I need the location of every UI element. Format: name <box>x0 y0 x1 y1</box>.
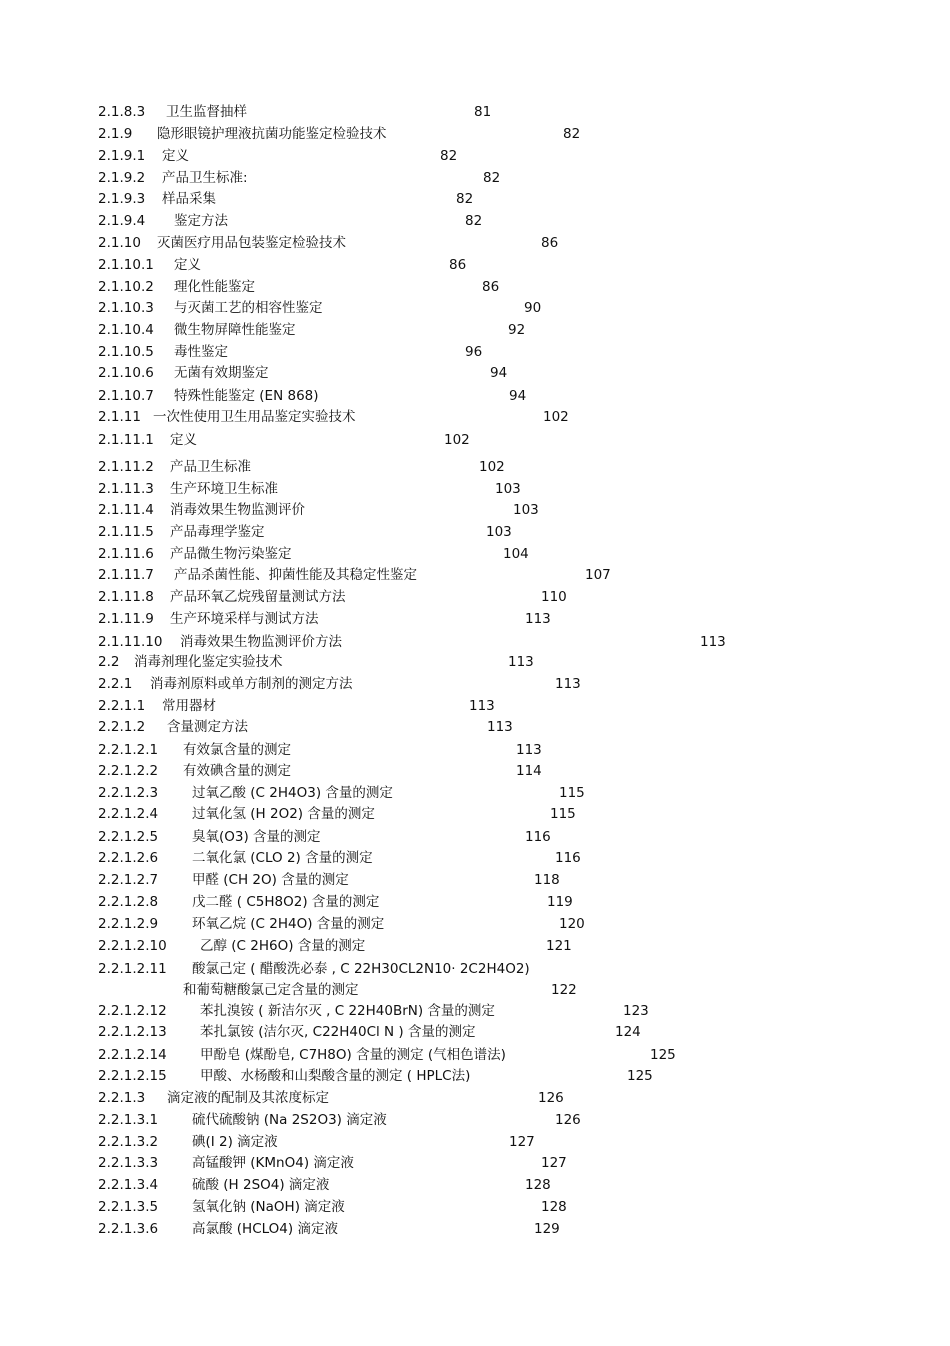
page-number: 94 <box>490 365 508 381</box>
toc-entry <box>0 958 950 980</box>
page-number: 119 <box>547 894 573 910</box>
toc-entry <box>0 167 950 189</box>
section-number: 2.2.1.2.5 <box>98 829 159 845</box>
page-number: 115 <box>559 785 585 801</box>
page-number: 92 <box>508 322 526 338</box>
toc-entry <box>0 1196 950 1218</box>
section-number: 2.1.10.7 <box>98 388 154 404</box>
page-number: 113 <box>508 654 534 670</box>
toc-entry <box>0 1044 950 1066</box>
section-title: 无菌有效期鉴定 <box>174 365 269 381</box>
page-number: 102 <box>543 409 569 425</box>
section-number: 2.1.11.8 <box>98 589 154 605</box>
section-title: 消毒剂原料或单方制剂的测定方法 <box>150 676 353 692</box>
page-number: 103 <box>513 502 539 518</box>
section-title: 产品卫生标准 <box>170 459 251 475</box>
section-number: 2.2.1.2.14 <box>98 1047 167 1063</box>
section-number: 2.1.11.2 <box>98 459 154 475</box>
page-number: 128 <box>541 1199 567 1215</box>
toc-entry <box>0 586 950 608</box>
page-number: 116 <box>525 829 551 845</box>
toc-entry <box>0 319 950 341</box>
section-title: 乙醇 (C 2H6O) 含量的测定 <box>200 938 366 954</box>
toc-entry <box>0 101 950 123</box>
section-number: 2.2.1 <box>98 676 133 692</box>
toc-entry <box>0 276 950 298</box>
toc-entry <box>0 935 950 957</box>
page-number: 102 <box>444 432 470 448</box>
page-number: 104 <box>503 546 529 562</box>
section-title: 产品毒理学鉴定 <box>170 524 265 540</box>
section-number: 2.2.1.2.12 <box>98 1003 167 1019</box>
page-number: 107 <box>585 567 611 583</box>
section-number: 2.1.10.1 <box>98 257 154 273</box>
section-title: 与灭菌工艺的相容性鉴定 <box>174 300 323 316</box>
toc-entry <box>0 695 950 717</box>
page-number: 113 <box>555 676 581 692</box>
section-title: 样品采集 <box>162 191 216 207</box>
toc-entry <box>0 869 950 891</box>
section-title: 过氧化氢 (H 2O2) 含量的测定 <box>192 806 375 822</box>
section-title: 消毒效果生物监测评价方法 <box>180 634 342 650</box>
section-number: 2.1.11.5 <box>98 524 154 540</box>
toc-entry <box>0 385 950 407</box>
section-title: 产品微生物污染鉴定 <box>170 546 292 562</box>
page-number: 129 <box>534 1221 560 1237</box>
page-number: 125 <box>627 1068 653 1084</box>
toc-entry <box>0 979 950 1001</box>
section-number: 2.1.10.4 <box>98 322 154 338</box>
page-number: 113 <box>700 634 726 650</box>
page-number: 124 <box>615 1024 641 1040</box>
page-number: 94 <box>509 388 527 404</box>
page-number: 113 <box>516 742 542 758</box>
section-number: 2.2.1.2.15 <box>98 1068 167 1084</box>
page-number: 118 <box>534 872 560 888</box>
section-number: 2.1.11.7 <box>98 567 154 583</box>
page-number: 82 <box>440 148 458 164</box>
page-number: 103 <box>486 524 512 540</box>
toc-entry <box>0 631 950 653</box>
section-number: 2.2.1.3.1 <box>98 1112 159 1128</box>
page-number: 96 <box>465 344 483 360</box>
toc-entry <box>0 1065 950 1087</box>
section-title: 高氯酸 (HCLO4) 滴定液 <box>192 1221 338 1237</box>
page-number: 82 <box>483 170 501 186</box>
toc-entry <box>0 297 950 319</box>
page-number: 110 <box>541 589 567 605</box>
section-title: 滴定液的配制及其浓度标定 <box>167 1090 329 1106</box>
toc-entry <box>0 1152 950 1174</box>
section-number: 2.1.9.4 <box>98 213 146 229</box>
section-number: 2.2.1.2.8 <box>98 894 159 910</box>
toc-entry <box>0 847 950 869</box>
toc-entry <box>0 232 950 254</box>
section-number: 2.2.1.2.7 <box>98 872 159 888</box>
section-number: 2.1.11.10 <box>98 634 163 650</box>
section-number: 2.2.1.2 <box>98 719 146 735</box>
section-number: 2.2.1.2.10 <box>98 938 167 954</box>
toc-entry <box>0 341 950 363</box>
section-title: 有效碘含量的测定 <box>183 763 291 779</box>
section-number: 2.2.1.3.4 <box>98 1177 159 1193</box>
toc-entry <box>0 1087 950 1109</box>
toc-entry <box>0 1109 950 1131</box>
section-number: 2.1.11.6 <box>98 546 154 562</box>
page-number: 102 <box>479 459 505 475</box>
section-number: 2.2.1.3.5 <box>98 1199 159 1215</box>
toc-entry <box>0 1174 950 1196</box>
section-title: 定义 <box>170 432 197 448</box>
section-title: 氢氧化钠 (NaOH) 滴定液 <box>192 1199 345 1215</box>
page-number: 125 <box>650 1047 676 1063</box>
page-number: 82 <box>456 191 474 207</box>
toc-entry <box>0 145 950 167</box>
section-number: 2.1.9.1 <box>98 148 146 164</box>
section-title: 硫代硫酸钠 (Na 2S2O3) 滴定液 <box>192 1112 387 1128</box>
section-number: 2.2.1.2.2 <box>98 763 159 779</box>
section-title: 苯扎溴铵 ( 新洁尔灭 , C 22H40BrN) 含量的测定 <box>200 1003 495 1019</box>
page-number: 103 <box>495 481 521 497</box>
toc-entry <box>0 478 950 500</box>
section-title: 甲醛 (CH 2O) 含量的测定 <box>192 872 349 888</box>
toc-entry <box>0 210 950 232</box>
toc-entry <box>0 739 950 761</box>
toc-entry <box>0 362 950 384</box>
page-number: 127 <box>541 1155 567 1171</box>
toc-entry <box>0 1131 950 1153</box>
section-title: 生产环境采样与测试方法 <box>170 611 319 627</box>
section-title: 灭菌医疗用品包装鉴定检验技术 <box>157 235 346 251</box>
section-number: 2.1.8.3 <box>98 104 146 120</box>
section-number: 2.2.1.2.9 <box>98 916 159 932</box>
toc-entry <box>0 760 950 782</box>
section-title: 苯扎氯铵 (洁尔灭, C22H40Cl N ) 含量的测定 <box>200 1024 476 1040</box>
page-number: 81 <box>474 104 492 120</box>
section-title: 常用器材 <box>162 698 216 714</box>
page-number: 86 <box>541 235 559 251</box>
toc-entry <box>0 456 950 478</box>
section-title: 酸氯己定 ( 醋酸洗必泰 , C 22H30CL2N10· 2C2H4O2) <box>192 961 530 977</box>
section-title: 有效氯含量的测定 <box>183 742 291 758</box>
section-title: 毒性鉴定 <box>174 344 228 360</box>
section-number: 2.1.10.2 <box>98 279 154 295</box>
section-number: 2.2.1.3.3 <box>98 1155 159 1171</box>
page-number: 82 <box>465 213 483 229</box>
toc-entry <box>0 651 950 673</box>
toc-entry <box>0 826 950 848</box>
page-number: 127 <box>509 1134 535 1150</box>
section-title: 高锰酸钾 (KMnO4) 滴定液 <box>192 1155 354 1171</box>
section-number: 2.1.11.9 <box>98 611 154 627</box>
section-number: 2.2.1.2.11 <box>98 961 167 977</box>
section-number: 2.1.10.3 <box>98 300 154 316</box>
section-number: 2.2.1.3.2 <box>98 1134 159 1150</box>
toc-entry <box>0 891 950 913</box>
toc-entry <box>0 1218 950 1240</box>
page-number: 126 <box>555 1112 581 1128</box>
section-title: 戊二醛 ( C5H8O2) 含量的测定 <box>192 894 380 910</box>
toc-entry <box>0 716 950 738</box>
section-number: 2.2.1.2.3 <box>98 785 159 801</box>
toc-entry <box>0 521 950 543</box>
page-number: 115 <box>550 806 576 822</box>
toc-entry <box>0 499 950 521</box>
section-title: 产品卫生标准: <box>162 170 248 186</box>
section-number: 2.1.9 <box>98 126 133 142</box>
toc-entry <box>0 673 950 695</box>
section-number: 2.1.9.2 <box>98 170 146 186</box>
toc-entry <box>0 543 950 565</box>
page-number: 86 <box>482 279 500 295</box>
section-title: 卫生监督抽样 <box>166 104 247 120</box>
section-title: 碘(I 2) 滴定液 <box>192 1134 278 1150</box>
toc-entry <box>0 188 950 210</box>
page-number: 86 <box>449 257 467 273</box>
toc-entry <box>0 564 950 586</box>
page-number: 113 <box>525 611 551 627</box>
section-title: 臭氧(O3) 含量的测定 <box>192 829 321 845</box>
page-number: 128 <box>525 1177 551 1193</box>
page-number: 121 <box>546 938 572 954</box>
toc-entry <box>0 803 950 825</box>
page-number: 126 <box>538 1090 564 1106</box>
page-number: 114 <box>516 763 542 779</box>
section-number: 2.1.10.6 <box>98 365 154 381</box>
section-title: 定义 <box>162 148 189 164</box>
section-title: 一次性使用卫生用品鉴定实验技术 <box>153 409 356 425</box>
section-number: 2.1.9.3 <box>98 191 146 207</box>
section-title: 生产环境卫生标准 <box>170 481 278 497</box>
toc-entry <box>0 913 950 935</box>
page-number: 123 <box>623 1003 649 1019</box>
section-number: 2.2.1.3.6 <box>98 1221 159 1237</box>
page-number: 122 <box>551 982 577 998</box>
toc-entry <box>0 254 950 276</box>
section-title: 消毒剂理化鉴定实验技术 <box>134 654 283 670</box>
toc-entry <box>0 429 950 451</box>
section-title: 定义 <box>174 257 201 273</box>
section-title: 消毒效果生物监测评价 <box>170 502 305 518</box>
section-number: 2.1.11.3 <box>98 481 154 497</box>
section-number: 2.2.1.2.4 <box>98 806 159 822</box>
section-title: 硫酸 (H 2SO4) 滴定液 <box>192 1177 330 1193</box>
section-number: 2.2.1.2.6 <box>98 850 159 866</box>
page-number: 113 <box>487 719 513 735</box>
section-number: 2.2 <box>98 654 120 670</box>
section-number: 2.1.11.4 <box>98 502 154 518</box>
section-number: 2.1.10.5 <box>98 344 154 360</box>
page-number: 120 <box>559 916 585 932</box>
page-number: 90 <box>524 300 542 316</box>
section-number: 2.2.1.2.13 <box>98 1024 167 1040</box>
section-number: 2.1.11 <box>98 409 141 425</box>
section-title: 甲酚皂 (煤酚皂, C7H8O) 含量的测定 (气相色谱法) <box>200 1047 506 1063</box>
page-number: 82 <box>563 126 581 142</box>
section-title: 产品环氧乙烷残留量测试方法 <box>170 589 346 605</box>
page-number: 116 <box>555 850 581 866</box>
section-number: 2.1.11.1 <box>98 432 154 448</box>
section-title: 和葡萄糖酸氯己定含量的测定 <box>183 982 359 998</box>
section-title: 鉴定方法 <box>174 213 228 229</box>
toc-entry <box>0 1021 950 1043</box>
section-title: 微生物屏障性能鉴定 <box>174 322 296 338</box>
section-number: 2.2.1.1 <box>98 698 146 714</box>
toc-entry <box>0 406 950 428</box>
section-title: 含量测定方法 <box>167 719 248 735</box>
toc-entry <box>0 123 950 145</box>
toc-entry <box>0 608 950 630</box>
section-title: 特殊性能鉴定 (EN 868) <box>174 388 319 404</box>
section-title: 甲酸、水杨酸和山梨酸含量的测定 ( HPLC法) <box>200 1068 471 1084</box>
toc-entry <box>0 1000 950 1022</box>
section-title: 过氧乙酸 (C 2H4O3) 含量的测定 <box>192 785 393 801</box>
toc-entry <box>0 782 950 804</box>
section-title: 理化性能鉴定 <box>174 279 255 295</box>
section-number: 2.2.1.2.1 <box>98 742 159 758</box>
section-number: 2.1.10 <box>98 235 141 251</box>
section-title: 隐形眼镜护理液抗菌功能鉴定检验技术 <box>157 126 387 142</box>
page-number: 113 <box>469 698 495 714</box>
section-title: 环氧乙烷 (C 2H4O) 含量的测定 <box>192 916 385 932</box>
section-title: 二氧化氯 (CLO 2) 含量的测定 <box>192 850 373 866</box>
section-number: 2.2.1.3 <box>98 1090 146 1106</box>
section-title: 产品杀菌性能、抑菌性能及其稳定性鉴定 <box>174 567 417 583</box>
